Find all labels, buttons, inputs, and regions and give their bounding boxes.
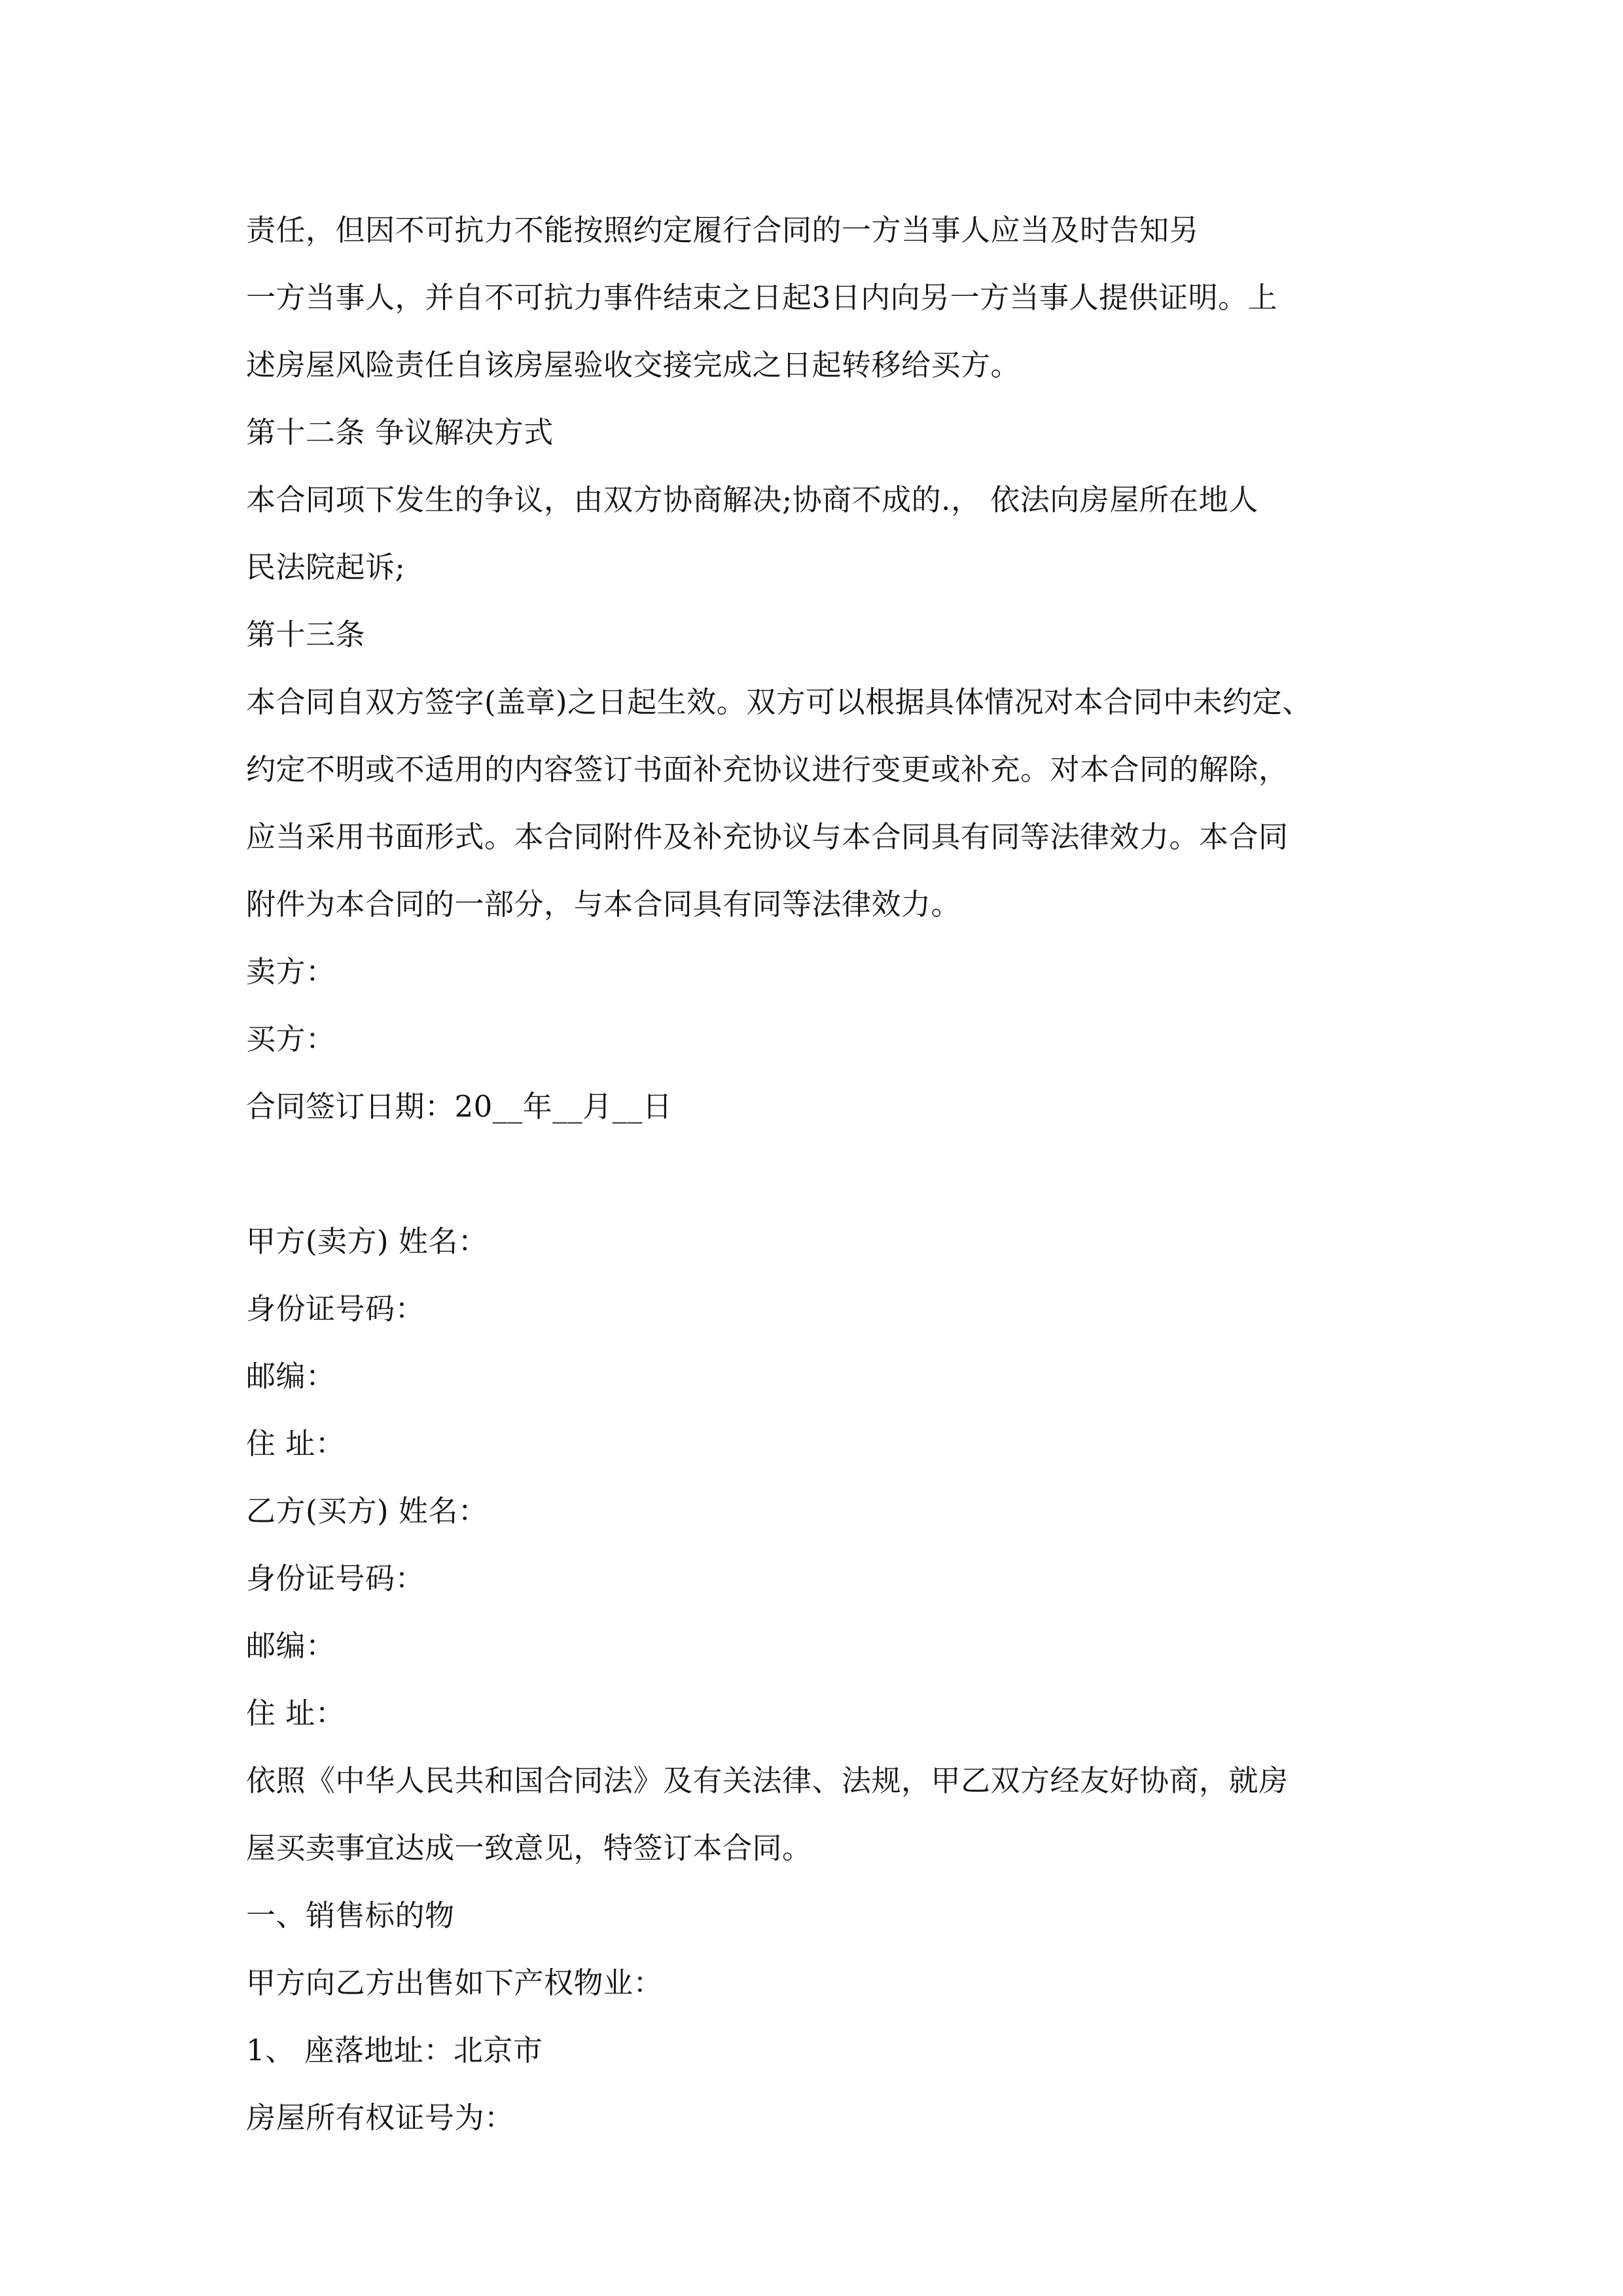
paragraph-line: 房屋所有权证号为：: [246, 2100, 514, 2135]
party-b-postcode-field: 邮编：: [246, 1628, 336, 1663]
party-a-postcode-field: 邮编：: [246, 1359, 336, 1393]
paragraph-line: 附件为本合同的一部分，与本合同具有同等法律效力。: [246, 887, 961, 922]
party-b-name-field: 乙方(买方) 姓名：: [246, 1494, 488, 1528]
party-a-id-field: 身份证号码：: [246, 1291, 425, 1326]
list-item: 1、 座落地址：北京市: [246, 2033, 543, 2068]
paragraph-line: 应当采用书面形式。本合同附件及补充协议与本合同具有同等法律效力。本合同: [246, 819, 1289, 854]
paragraph-line: 责任，但因不可抗力不能按照约定履行合同的一方当事人应当及时告知另: [246, 213, 1200, 247]
buyer-signature-line: 买方：: [246, 1022, 336, 1056]
paragraph-line: 约定不明或不适用的内容签订书面补充协议进行变更或补充。对本合同的解除，: [246, 752, 1289, 787]
party-b-id-field: 身份证号码：: [246, 1561, 425, 1596]
seller-signature-line: 卖方：: [246, 954, 336, 989]
paragraph-line: 本合同自双方签字(盖章)之日起生效。双方可以根据具体情况对本合同中未约定、: [246, 685, 1312, 719]
document-body: [246, 196, 1398, 2151]
paragraph-line: 依照《中华人民共和国合同法》及有关法律、法规，甲乙双方经友好协商，就房: [246, 1763, 1289, 1798]
section-heading: 一、销售标的物: [246, 1898, 455, 1933]
paragraph-line: 本合同项下发生的争议，由双方协商解决;协商不成的.， 依法向房屋所在地人: [246, 482, 1258, 517]
party-a-address-field: 住 址：: [246, 1426, 346, 1461]
signing-date-line: 合同签订日期：20__年__月__日: [246, 1089, 673, 1124]
section-heading: 第十三条: [246, 617, 366, 652]
blank-spacer: [246, 1140, 1398, 1208]
party-a-name-field: 甲方(卖方) 姓名：: [246, 1224, 488, 1259]
paragraph-line: 屋买卖事宜达成一致意见，特签订本合同。: [246, 1831, 812, 1865]
section-heading: 第十二条 争议解决方式: [246, 415, 554, 450]
party-b-address-field: 住 址：: [246, 1696, 346, 1731]
paragraph-line: 一方当事人，并自不可抗力事件结束之日起3日内向另一方当事人提供证明。上: [246, 280, 1278, 315]
paragraph-line: 述房屋风险责任自该房屋验收交接完成之日起转移给买方。: [246, 348, 1021, 382]
paragraph-line: 民法院起诉;: [246, 550, 406, 584]
paragraph-line: 甲方向乙方出售如下产权物业：: [246, 1965, 664, 2000]
